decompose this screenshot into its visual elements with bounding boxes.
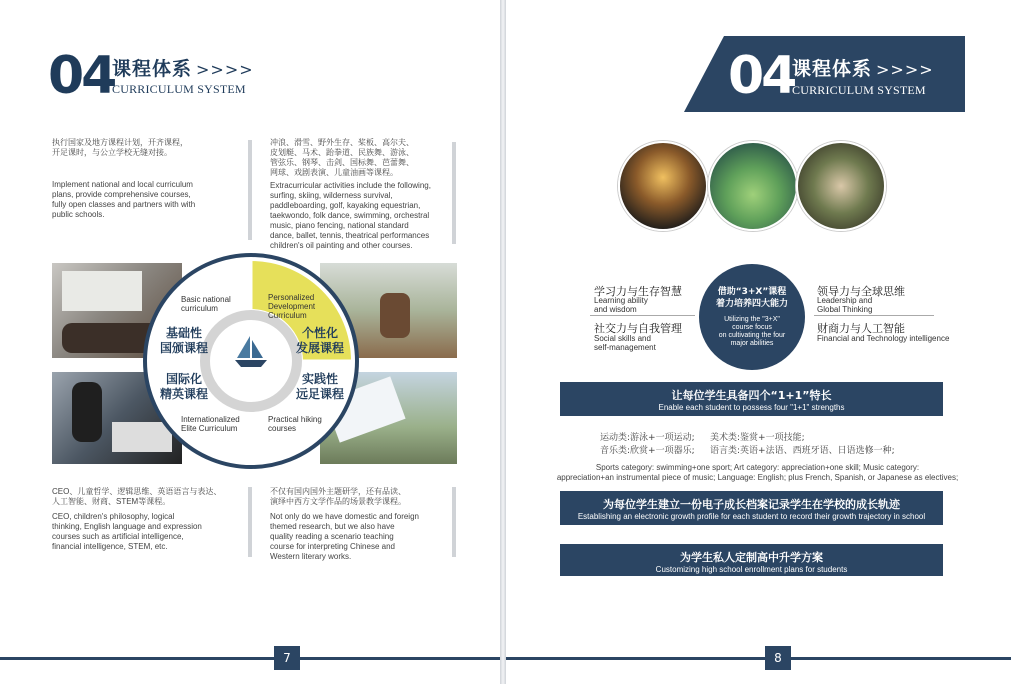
section-title-cn: 课程体系 >>>> xyxy=(792,58,934,80)
quad-bl-cn: 国际化 精英课程 xyxy=(160,372,209,401)
quad-br-en: Practical hiking courses xyxy=(268,415,322,433)
section-title-cn: 课程体系 >>>> xyxy=(112,58,254,80)
cat-music: 音乐类:欣赏+一项器乐; xyxy=(600,446,695,456)
col2-top-en: Extracurricular activities include the following, surfing, skiing, wilderness survival, paddleboarding, golf, kayaking equestrian, taekwondo, folk dance, swimming, orchestral music, piano fencing, national standard dance, ballet, tennis, theatrical performances children's oil painting and other courses. xyxy=(270,181,431,250)
page-7 xyxy=(0,0,500,684)
quad-tl-cn: 基础性 国颁课程 xyxy=(160,326,209,355)
ability-tl-cn: 学习力与生存智慧 xyxy=(594,285,682,298)
quad-tr-cn: 个性化 发展课程 xyxy=(296,326,345,355)
section-title-en: CURRICULUM SYSTEM xyxy=(792,83,926,97)
section-number: 04 xyxy=(48,46,115,106)
quad-br-cn: 实践性 远足课程 xyxy=(296,372,345,401)
center-cn: 借助“3+X”课程 着力培养四大能力 xyxy=(715,287,788,309)
cat-sports: 运动类:游泳+一项运动; xyxy=(600,433,695,443)
divider-line xyxy=(814,315,934,316)
cat-language: 语言类:英语+法语、西班牙语、日语选修一种; xyxy=(710,446,895,456)
page-number: 7 xyxy=(274,646,300,670)
kids-activity-photo xyxy=(796,141,886,231)
col2-bot-en: Not only do we have domestic and foreign themed research, but we also have quality reading a scenario teaching course for interpreting Chinese and Western literary works. xyxy=(270,512,419,561)
footer-line xyxy=(506,657,1011,660)
divider-bar xyxy=(452,142,456,244)
divider-bar xyxy=(248,487,252,557)
ability-tr-en: Leadership and Global Thinking xyxy=(817,296,873,314)
banner-growth-profile: 为每位学生建立一份电子成长档案记录学生在学校的成长轨迹 Establishing an electronic growth profile for each student to record their growth trajectory in school xyxy=(560,491,943,525)
sailboat-icon xyxy=(233,334,269,370)
ability-bl-cn: 社交力与自我管理 xyxy=(594,322,682,335)
quad-tr-en: Personalized Development Curriculum xyxy=(268,293,316,320)
section-number: 04 xyxy=(728,46,795,106)
col2-bot-cn: 不仅有国内国外主题研学，还有品读、 演绎中西方文学作品的场景教学课程。 xyxy=(270,487,406,506)
col1-top-cn: 执行国家及地方课程计划，开齐课程， 开足课时，与公立学校无缝对接。 xyxy=(52,138,188,157)
cat-art: 美术类:鉴赏+一项技能; xyxy=(710,433,805,443)
ability-bl-en: Social skills and self-management xyxy=(594,334,656,352)
banner-enrollment-plan: 为学生私人定制高中升学方案 Customizing high school enrollment plans for students xyxy=(560,544,943,576)
golf-simulator-photo xyxy=(708,141,798,231)
col1-bot-en: CEO, children's philosophy, logical thinking, English language and expression courses such as artificial intelligence, financial intelligence, STEM, etc. xyxy=(52,512,202,551)
divider-bar xyxy=(452,487,456,557)
quad-tl-en: Basic national curriculum xyxy=(181,295,231,313)
page-8 xyxy=(506,0,1011,684)
ability-br-cn: 财商力与人工智能 xyxy=(817,322,905,335)
center-en: Utilizing the "3+X" course focus on cultivating the four major abilities xyxy=(718,316,786,347)
cats-en: Sports category: swimming+one sport; Art category: appreciation+one skill; Music category: appreciation+an instrumental piece of music; Language: English; plus French, Spanish, or Japanese as electives; xyxy=(556,463,959,482)
page-number: 8 xyxy=(765,646,791,670)
center-ability-circle xyxy=(699,264,805,370)
col2-top-cn: 冲浪、滑雪、野外生存、桨板、高尔夫、 皮划艇、马术、跆拳道、民族舞、游泳、 管弦乐、钢琴、击剑、国标舞、芭蕾舞、 网球、戏剧表演、儿童油画等课程。 xyxy=(270,138,414,177)
banner-four-strengths: 让每位学生具备四个“1+1”特长 Enable each student to possess four "1+1" strengths xyxy=(560,382,943,416)
performance-photo xyxy=(618,141,708,231)
col1-bot-cn: CEO、儿童哲学、逻辑思维、英语语言与表达、 人工智能、财商、STEM等课程。 xyxy=(52,487,222,506)
quad-bl-en: Internationalized Elite Curriculum xyxy=(181,415,240,433)
section-title-en: CURRICULUM SYSTEM xyxy=(112,82,246,96)
col1-top-en: Implement national and local curriculum plans, provide comprehensive courses, fully open classes and partners with with public schools. xyxy=(52,180,196,219)
divider-bar xyxy=(248,140,252,240)
ability-tl-en: Learning ability and wisdom xyxy=(594,296,648,314)
ability-tr-cn: 领导力与全球思维 xyxy=(817,285,905,298)
divider-line xyxy=(590,315,695,316)
footer-line xyxy=(0,657,500,660)
ability-br-en: Financial and Technology intelligence xyxy=(817,334,950,343)
